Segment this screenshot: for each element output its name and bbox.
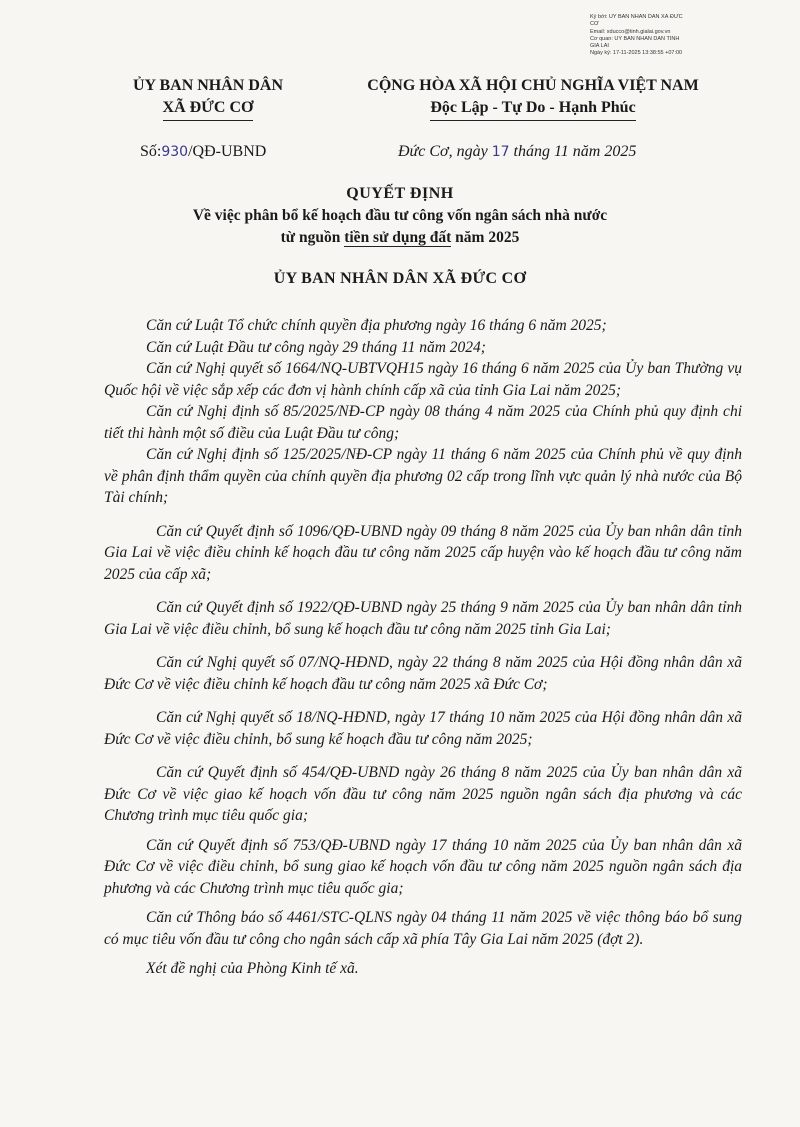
date-suffix: tháng 11 năm 2025 xyxy=(513,143,637,160)
doc-number-suffix: /QĐ-UBND xyxy=(188,143,267,160)
legal-basis-paragraph: Căn cứ Thông báo số 4461/STC-QLNS ngày 04 tháng 11 năm 2025 về việc thông báo bổ sung có mục tiêu vốn đầu tư công cho ngân sách cấp xã phía Tây Gia Lai năm 2025 (đợt 2). xyxy=(104,909,742,948)
subject-part: năm 2025 xyxy=(451,229,520,246)
doc-number-prefix: Số: xyxy=(140,143,162,160)
document-number xyxy=(140,143,266,161)
date-handwritten-day: 17 xyxy=(491,144,510,160)
issue-date xyxy=(398,143,636,161)
subject-underlined: tiền sử dụng đất xyxy=(344,229,452,246)
legal-basis-paragraph: Căn cứ Quyết định số 1922/QĐ-UBND ngày 25 tháng 9 năm 2025 của Ủy ban nhân dân tỉnh Gia Lai về việc điều chỉnh, bổ sung kế hoạch đầu tư công năm 2025 tỉnh Gia Lai; xyxy=(104,599,742,638)
document-subject-cont xyxy=(0,229,800,247)
nation-header xyxy=(328,75,738,121)
signature-line: Ngày ký: 17-11-2025 13:38:55 +07:00 xyxy=(590,50,683,57)
agency-name: ỦY BAN NHÂN DÂN xyxy=(132,77,284,94)
legal-basis-body xyxy=(104,315,742,980)
legal-basis-paragraph: Căn cứ Nghị định số 125/2025/NĐ-CP ngày 11 tháng 6 năm 2025 của Chính phủ về quy định về phân định thẩm quyền của chính quyền địa phương 02 cấp trong lĩnh vực quản lý nhà nước của Bộ Tài chính; xyxy=(104,446,742,506)
signature-line: GIA LAI xyxy=(590,43,609,50)
nation-name: CỘNG HÒA XÃ HỘI CHỦ NGHĨA VIỆT NAM xyxy=(367,77,699,94)
signature-line: Ký bởi: ỦY BAN NHÂN DÂN XÃ ĐỨC xyxy=(590,14,683,20)
legal-basis-paragraph: Căn cứ Nghị định số 85/2025/NĐ-CP ngày 08 tháng 4 năm 2025 của Chính phủ quy định chi tiết thi hành một số điều của Luật Đầu tư công; xyxy=(104,403,742,442)
digital-signature-block xyxy=(590,14,760,58)
legal-basis-paragraph: Căn cứ Quyết định số 1096/QĐ-UBND ngày 09 tháng 8 năm 2025 của Ủy ban nhân dân tỉnh Gia Lai về việc điều chỉnh kế hoạch đầu tư công năm 2025 cấp huyện vào kế hoạch đầu tư công năm 2025 của cấp xã; xyxy=(104,522,742,583)
doc-number-handwritten: 930 xyxy=(161,144,189,160)
date-prefix: Đức Cơ, ngày xyxy=(398,143,488,160)
signature-line: Cơ quan: ỦY BAN NHÂN DÂN TỈNH xyxy=(590,35,680,42)
legal-basis-paragraph: Căn cứ Luật Đầu tư công ngày 29 tháng 11 năm 2024; xyxy=(146,338,486,356)
issuing-authority: ỦY BAN NHÂN DÂN XÃ ĐỨC CƠ xyxy=(273,270,527,287)
signature-line: CƠ xyxy=(590,21,599,28)
document-type: QUYẾT ĐỊNH xyxy=(346,185,454,202)
legal-basis-paragraph: Căn cứ Nghị quyết số 1664/NQ-UBTVQH15 ngày 16 tháng 6 năm 2025 của Ủy ban Thường vụ Quốc hội về việc sắp xếp các đơn vị hành chính cấp xã của tỉnh Gia Lai năm 2025; xyxy=(104,360,742,399)
legal-basis-paragraph: Căn cứ Nghị quyết số 07/NQ-HĐND, ngày 22 tháng 8 năm 2025 của Hội đồng nhân dân xã Đức Cơ về việc điều chỉnh kế hoạch đầu tư công năm 2025 xã Đức Cơ; xyxy=(104,654,742,693)
agency-header xyxy=(108,75,308,121)
legal-basis-paragraph: Căn cứ Luật Tổ chức chính quyền địa phương ngày 16 tháng 6 năm 2025; xyxy=(146,317,607,334)
signature-line: Email: xducco@tinh.gialai.gov.vn xyxy=(590,28,671,35)
legal-basis-paragraph: Căn cứ Nghị quyết số 18/NQ-HĐND, ngày 17 tháng 10 năm 2025 của Hội đồng nhân dân xã Đức Cơ về việc điều chỉnh, bổ sung kế hoạch đầu tư công năm 2025; xyxy=(104,709,742,748)
subject-part: từ nguồn xyxy=(280,229,345,246)
document-subject: Về việc phân bổ kế hoạch đầu tư công vốn ngân sách nhà nước xyxy=(192,207,608,224)
legal-basis-paragraph: Căn cứ Quyết định số 454/QĐ-UBND ngày 26 tháng 8 năm 2025 của Ủy ban nhân dân xã Đức Cơ về việc giao kế hoạch vốn đầu tư công năm 2025 nguồn ngân sách địa phương và các Chương trình mục tiêu quốc gia; xyxy=(104,764,742,824)
agency-subname: XÃ ĐỨC CƠ xyxy=(163,97,254,121)
proposal-paragraph: Xét đề nghị của Phòng Kinh tế xã. xyxy=(146,960,359,977)
national-motto: Độc Lập - Tự Do - Hạnh Phúc xyxy=(430,97,635,121)
legal-basis-paragraph: Căn cứ Quyết định số 753/QĐ-UBND ngày 17 tháng 10 năm 2025 của Ủy ban nhân dân xã Đức Cơ về việc điều chỉnh, bổ sung giao kế hoạch vốn đầu tư công năm 2025 nguồn ngân sách địa phương và các Chương trình mục tiêu quốc gia; xyxy=(104,836,742,897)
